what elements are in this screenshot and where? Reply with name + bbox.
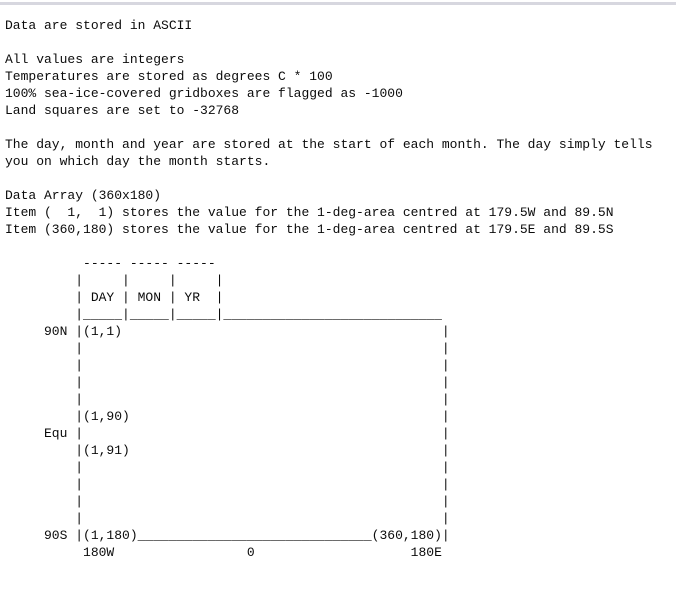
diagram-line: | |	[5, 494, 450, 509]
diagram-line: ----- ----- -----	[5, 256, 216, 271]
text-line: The day, month and year are stored at the start of each month. The day simply tells	[5, 137, 653, 152]
text-line: Item ( 1, 1) stores the value for the 1-deg-area centred at 179.5W and 89.5N	[5, 205, 614, 220]
text-line: Data Array (360x180)	[5, 188, 162, 203]
diagram-line: | |	[5, 460, 450, 475]
diagram-line: | |	[5, 341, 450, 356]
diagram-line: 90N |(1,1) |	[5, 324, 450, 339]
text-line	[5, 238, 653, 255]
text-line: Temperatures are stored as degrees C * 100	[5, 69, 333, 84]
diagram-line: 180W 0 180E	[5, 545, 442, 560]
text-line: Data are stored in ASCII	[5, 18, 193, 33]
browser-chrome-edge	[0, 2, 676, 5]
diagram-line: | |	[5, 477, 450, 492]
diagram-line: | |	[5, 358, 450, 373]
text-line: you on which day the month starts.	[5, 154, 271, 169]
diagram-line: |(1,90) |	[5, 409, 450, 424]
diagram-line: 90S |(1,180)______________________________(360,180)|	[5, 528, 450, 543]
text-line	[5, 119, 653, 136]
text-line	[5, 170, 653, 187]
text-line	[5, 34, 653, 51]
diagram-line: | |	[5, 511, 450, 526]
plain-text-document	[5, 17, 653, 561]
diagram-line: | |	[5, 375, 450, 390]
diagram-line: | | | |	[5, 273, 224, 288]
text-line: Land squares are set to -32768	[5, 103, 240, 118]
diagram-line: | DAY | MON | YR |	[5, 290, 224, 305]
diagram-line: |(1,91) |	[5, 443, 450, 458]
diagram-line: Equ | |	[5, 426, 450, 441]
text-line: Item (360,180) stores the value for the 1-deg-area centred at 179.5E and 89.5S	[5, 222, 614, 237]
text-line: All values are integers	[5, 52, 185, 67]
diagram-line: |_____|_____|_____|____________________________	[5, 307, 442, 322]
diagram-line: | |	[5, 392, 450, 407]
text-line: 100% sea-ice-covered gridboxes are flagged as -1000	[5, 86, 403, 101]
